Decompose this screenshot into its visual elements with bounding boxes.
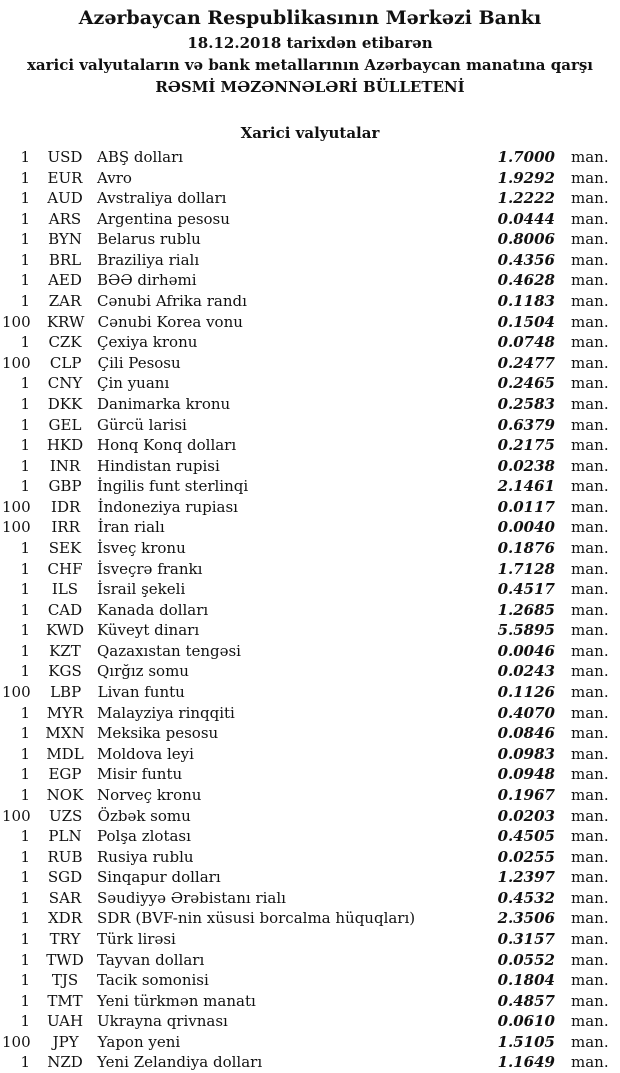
unit-label: man. (571, 436, 609, 455)
currency-code: DKK (47, 394, 83, 413)
nominal-quantity: 1 (20, 168, 30, 187)
currency-row (2, 764, 612, 785)
nominal-quantity: 1 (20, 847, 30, 866)
unit-label: man. (571, 641, 609, 660)
currency-row (2, 661, 612, 682)
nominal-quantity: 1 (20, 230, 30, 249)
nominal-quantity: 1 (20, 415, 30, 434)
unit-label: man. (571, 950, 609, 969)
currency-code: MDL (46, 744, 84, 763)
currency-name: Səudiyyə Ərəbistanı rialı (97, 888, 286, 907)
currency-name: İngilis funt sterlinqi (97, 477, 249, 496)
currency-row (2, 517, 612, 538)
currency-row (2, 456, 612, 477)
currency-name: Kanada dolları (97, 600, 209, 619)
currency-row (2, 826, 612, 847)
unit-label: man. (571, 497, 609, 516)
nominal-quantity: 1 (20, 662, 30, 681)
currency-code: MXN (45, 724, 85, 743)
unit-label: man. (571, 991, 609, 1010)
unit-label: man. (571, 971, 609, 990)
currency-row (2, 950, 612, 971)
nominal-quantity: 1 (20, 477, 30, 496)
nominal-quantity: 100 (2, 518, 31, 537)
currency-name: Braziliya rialı (97, 250, 200, 269)
currency-row (2, 723, 612, 744)
unit-label: man. (571, 559, 609, 578)
exchange-rate: 0.1126 (497, 683, 555, 702)
currency-name: Malayziya rinqqiti (97, 703, 235, 722)
currency-name: Cənubi Afrika randı (97, 292, 247, 311)
currency-code: SGD (47, 868, 83, 887)
exchange-rate: 0.0117 (497, 497, 555, 516)
exchange-rate: 0.6379 (497, 415, 555, 434)
currency-row (2, 703, 612, 724)
currency-row (2, 929, 612, 950)
currency-row (2, 559, 612, 580)
exchange-rate: 0.0255 (497, 847, 555, 866)
currency-row (2, 270, 612, 291)
nominal-quantity: 1 (20, 292, 30, 311)
nominal-quantity: 1 (20, 703, 30, 722)
currency-code: BYN (48, 230, 82, 249)
currency-code: KRW (46, 312, 85, 331)
currency-row (2, 250, 612, 271)
currency-row (2, 415, 612, 436)
nominal-quantity: 1 (20, 271, 30, 290)
unit-label: man. (571, 703, 609, 722)
unit-label: man. (571, 394, 609, 413)
currency-code: MYR (46, 703, 84, 722)
currency-row (2, 435, 612, 456)
currency-row (2, 373, 612, 394)
unit-label: man. (571, 148, 609, 166)
nominal-quantity: 1 (20, 621, 30, 640)
currency-code: CNY (47, 374, 83, 393)
nominal-quantity: 1 (20, 1012, 30, 1031)
currency-code: TRY (49, 929, 81, 948)
currency-row (2, 1052, 612, 1073)
nominal-quantity: 1 (20, 827, 30, 846)
nominal-quantity: 100 (2, 312, 31, 331)
currency-name: BƏƏ dirhəmi (97, 271, 197, 290)
currency-row (2, 147, 612, 168)
unit-label: man. (571, 683, 609, 702)
unit-label: man. (571, 168, 609, 187)
unit-label: man. (571, 333, 609, 352)
nominal-quantity: 100 (2, 683, 31, 702)
currency-name: Rusiya rublu (97, 847, 194, 866)
currency-code: HKD (46, 436, 84, 455)
effective-date-line: 18.12.2018 tarixdən etibarən (187, 34, 433, 52)
exchange-rate: 0.3157 (497, 929, 555, 948)
nominal-quantity: 1 (20, 929, 30, 948)
exchange-rate: 0.0610 (497, 1012, 555, 1031)
unit-label: man. (571, 312, 609, 331)
exchange-rate: 0.1967 (497, 785, 555, 804)
unit-label: man. (571, 477, 609, 496)
currency-row (2, 1032, 612, 1053)
exchange-rate: 0.0444 (497, 209, 555, 228)
currency-row (2, 785, 612, 806)
exchange-rate: 0.0046 (497, 641, 555, 660)
unit-label: man. (571, 621, 609, 640)
nominal-quantity: 1 (20, 991, 30, 1010)
nominal-quantity: 1 (20, 888, 30, 907)
unit-label: man. (571, 353, 609, 372)
currency-code: CLP (49, 353, 82, 372)
nominal-quantity: 1 (20, 189, 30, 208)
exchange-rate: 0.0243 (497, 662, 555, 681)
currency-row (2, 332, 612, 353)
currency-row (2, 209, 612, 230)
currency-code: GEL (48, 415, 82, 434)
currency-row (2, 888, 612, 909)
currency-code: JPY (52, 1032, 79, 1051)
exchange-rate: 0.1876 (497, 538, 555, 557)
currency-name: Gürcü larisi (97, 415, 187, 434)
currency-name: Özbək somu (97, 806, 191, 825)
nominal-quantity: 1 (20, 744, 30, 763)
unit-label: man. (571, 806, 609, 825)
unit-label: man. (571, 868, 609, 887)
exchange-rate: 5.5895 (497, 621, 555, 640)
currency-code: CZK (48, 333, 82, 352)
currency-name: Tacik somonisi (97, 971, 209, 990)
exchange-rate: 1.2397 (497, 868, 555, 887)
currency-row (2, 497, 612, 518)
exchange-rate: 2.1461 (497, 477, 555, 496)
unit-label: man. (571, 765, 609, 784)
exchange-rate: 0.4857 (497, 991, 555, 1010)
unit-label: man. (571, 580, 609, 599)
currency-name: Yeni Zelandiya dolları (97, 1053, 263, 1072)
unit-label: man. (571, 189, 609, 208)
currency-name: Cənubi Korea vonu (97, 312, 243, 331)
unit-label: man. (571, 209, 609, 228)
nominal-quantity: 100 (2, 1032, 31, 1051)
currency-code: TMT (47, 991, 83, 1010)
currency-code: KWD (45, 621, 85, 640)
unit-label: man. (571, 827, 609, 846)
exchange-rate: 0.0948 (497, 765, 555, 784)
currency-code: USD (47, 148, 83, 166)
document-header (0, 5, 620, 98)
currency-row (2, 579, 612, 600)
nominal-quantity: 1 (20, 538, 30, 557)
currency-name: Yeni türkmən manatı (97, 991, 256, 1010)
exchange-rate: 0.0983 (497, 744, 555, 763)
currency-name: Yapon yeni (97, 1032, 181, 1051)
currency-row (2, 291, 612, 312)
nominal-quantity: 1 (20, 250, 30, 269)
unit-label: man. (571, 456, 609, 475)
nominal-quantity: 1 (20, 333, 30, 352)
currency-code: CAD (47, 600, 83, 619)
currency-code: KGS (48, 662, 82, 681)
unit-label: man. (571, 374, 609, 393)
currency-name: Argentina pesosu (97, 209, 230, 228)
nominal-quantity: 100 (2, 806, 31, 825)
currency-name: Çili Pesosu (97, 353, 181, 372)
nominal-quantity: 1 (20, 868, 30, 887)
unit-label: man. (571, 724, 609, 743)
nominal-quantity: 100 (2, 497, 31, 516)
exchange-rate: 1.2222 (497, 189, 555, 208)
currency-code: LBP (50, 683, 82, 702)
subject-line: xarici valyutaların və bank metallarının Azərbaycan manatına qarşı (26, 56, 594, 74)
unit-label: man. (571, 600, 609, 619)
unit-label: man. (571, 1012, 609, 1031)
unit-label: man. (571, 415, 609, 434)
currency-name: Türk lirəsi (97, 929, 176, 948)
currency-name: Tayvan dolları (97, 950, 205, 969)
currency-name: Qırğız somu (97, 662, 189, 681)
currency-code: INR (49, 456, 81, 475)
bank-name: Azərbaycan Respublikasının Mərkəzi Bankı (78, 7, 542, 29)
unit-label: man. (571, 271, 609, 290)
exchange-rate: 0.0748 (497, 333, 555, 352)
exchange-rate: 1.9292 (497, 168, 555, 187)
currency-row (2, 600, 612, 621)
currency-code: KZT (49, 641, 81, 660)
currency-name: Hindistan rupisi (97, 456, 220, 475)
nominal-quantity: 1 (20, 600, 30, 619)
unit-label: man. (571, 518, 609, 537)
currency-name: Çin yuanı (97, 374, 170, 393)
currency-code: TJS (51, 971, 79, 990)
currency-name: ABŞ dolları (97, 148, 184, 166)
currency-code: IDR (51, 497, 81, 516)
currency-name: İsveçrə frankı (97, 559, 203, 578)
currency-name: Moldova leyi (97, 744, 194, 763)
currency-name: SDR (BVF-nin xüsusi borcalma hüquqları) (97, 909, 416, 928)
exchange-rate: 0.4532 (497, 888, 555, 907)
nominal-quantity: 1 (20, 1053, 30, 1072)
exchange-rate: 0.0203 (497, 806, 555, 825)
exchange-rate: 1.1649 (497, 1053, 555, 1072)
currency-row (2, 806, 612, 827)
exchange-rate: 1.5105 (497, 1032, 555, 1051)
currency-row (2, 847, 612, 868)
unit-label: man. (571, 929, 609, 948)
currency-name: Çexiya kronu (97, 333, 198, 352)
currency-name: Misir funtu (97, 765, 183, 784)
currency-code: RUB (47, 847, 83, 866)
currency-name: Livan funtu (97, 683, 185, 702)
exchange-rate: 0.1504 (497, 312, 555, 331)
currency-code: PLN (48, 827, 82, 846)
exchange-rate: 0.1183 (497, 292, 555, 311)
currency-code: AED (48, 271, 82, 290)
currency-name: Avro (97, 168, 132, 187)
currency-code: NZD (47, 1053, 83, 1072)
currency-name: İndoneziya rupiası (97, 497, 238, 516)
exchange-rate: 0.0552 (497, 950, 555, 969)
currency-row (2, 1011, 612, 1032)
unit-label: man. (571, 847, 609, 866)
currency-name: İsrail şekeli (97, 580, 186, 599)
currency-code: UAH (46, 1012, 84, 1031)
exchange-rate: 1.2685 (497, 600, 555, 619)
currency-code: NOK (46, 785, 84, 804)
nominal-quantity: 1 (20, 724, 30, 743)
currency-name: İran rialı (97, 518, 165, 537)
currency-row (2, 353, 612, 374)
exchange-rate: 0.2465 (497, 374, 555, 393)
currency-row (2, 188, 612, 209)
currency-name: Polşa zlotası (97, 827, 191, 846)
currency-name: Honq Konq dolları (97, 436, 237, 455)
unit-label: man. (571, 292, 609, 311)
currency-row (2, 744, 612, 765)
nominal-quantity: 1 (20, 641, 30, 660)
currency-row (2, 867, 612, 888)
nominal-quantity: 1 (20, 971, 30, 990)
currency-row (2, 168, 612, 189)
currency-code: XDR (48, 909, 82, 928)
unit-label: man. (571, 662, 609, 681)
exchange-rate: 0.2175 (497, 436, 555, 455)
currency-code: ILS (51, 580, 79, 599)
currency-code: CHF (47, 559, 83, 578)
currency-code: SAR (48, 888, 82, 907)
exchange-rate: 0.4517 (497, 580, 555, 599)
exchange-rate: 0.2583 (497, 394, 555, 413)
currency-code: TWD (46, 950, 84, 969)
currency-code: UZS (48, 806, 83, 825)
currency-name: İsveç kronu (97, 538, 186, 557)
nominal-quantity: 1 (20, 580, 30, 599)
currency-row (2, 682, 612, 703)
nominal-quantity: 1 (20, 785, 30, 804)
nominal-quantity: 1 (20, 765, 30, 784)
nominal-quantity: 1 (20, 148, 30, 166)
exchange-rate: 0.4628 (497, 271, 555, 290)
unit-label: man. (571, 538, 609, 557)
nominal-quantity: 100 (2, 353, 31, 372)
unit-label: man. (571, 250, 609, 269)
unit-label: man. (571, 909, 609, 928)
unit-label: man. (571, 744, 609, 763)
nominal-quantity: 1 (20, 950, 30, 969)
currency-name: Qazaxıstan tengəsi (97, 641, 241, 660)
currency-row (2, 476, 612, 497)
exchange-rate: 2.3506 (497, 909, 555, 928)
currency-code: ARS (48, 209, 82, 228)
currency-code: AUD (47, 189, 83, 208)
currency-code: GBP (48, 477, 82, 496)
currency-name: Belarus rublu (97, 230, 201, 249)
currency-name: Küveyt dinarı (97, 621, 200, 640)
currency-code: SEK (48, 538, 82, 557)
unit-label: man. (571, 888, 609, 907)
exchange-rate: 0.2477 (497, 353, 555, 372)
exchange-rate: 0.4505 (497, 827, 555, 846)
unit-label: man. (571, 230, 609, 249)
exchange-rate: 1.7000 (497, 148, 555, 166)
nominal-quantity: 1 (20, 374, 30, 393)
currency-code: ZAR (48, 292, 82, 311)
section-title: Xarici valyutalar (240, 124, 380, 142)
currency-name: Meksika pesosu (97, 724, 219, 743)
exchange-rate: 0.1804 (497, 971, 555, 990)
bulletin-title: RƏSMİ MƏZƏNNƏLƏRİ BÜLLETENİ (155, 78, 465, 96)
currency-name: Danimarka kronu (97, 394, 231, 413)
currency-row (2, 641, 612, 662)
unit-label: man. (571, 1032, 609, 1051)
exchange-rate: 0.4356 (497, 250, 555, 269)
currency-name: Sinqapur dolları (97, 868, 221, 887)
currency-row (2, 620, 612, 641)
currency-table (2, 147, 612, 1073)
currency-row (2, 312, 612, 333)
currency-name: Ukrayna qrivnası (97, 1012, 228, 1031)
currency-row (2, 394, 612, 415)
currency-code: EUR (47, 168, 83, 187)
currency-row (2, 229, 612, 250)
exchange-rate: 0.0846 (497, 724, 555, 743)
exchange-rate: 0.8006 (497, 230, 555, 249)
exchange-rate: 1.7128 (497, 559, 555, 578)
currency-code: BRL (48, 250, 82, 269)
nominal-quantity: 1 (20, 209, 30, 228)
currency-row (2, 970, 612, 991)
exchange-rate: 0.4070 (497, 703, 555, 722)
nominal-quantity: 1 (20, 909, 30, 928)
currency-name: Avstraliya dolları (97, 189, 227, 208)
currency-row (2, 908, 612, 929)
nominal-quantity: 1 (20, 394, 30, 413)
unit-label: man. (571, 1053, 609, 1072)
nominal-quantity: 1 (20, 436, 30, 455)
currency-name: Norveç kronu (97, 785, 202, 804)
nominal-quantity: 1 (20, 456, 30, 475)
currency-row (2, 991, 612, 1012)
unit-label: man. (571, 785, 609, 804)
currency-code: IRR (51, 518, 80, 537)
currency-code: EGP (48, 765, 82, 784)
exchange-rate: 0.0040 (497, 518, 555, 537)
exchange-rate: 0.0238 (497, 456, 555, 475)
nominal-quantity: 1 (20, 559, 30, 578)
currency-row (2, 538, 612, 559)
